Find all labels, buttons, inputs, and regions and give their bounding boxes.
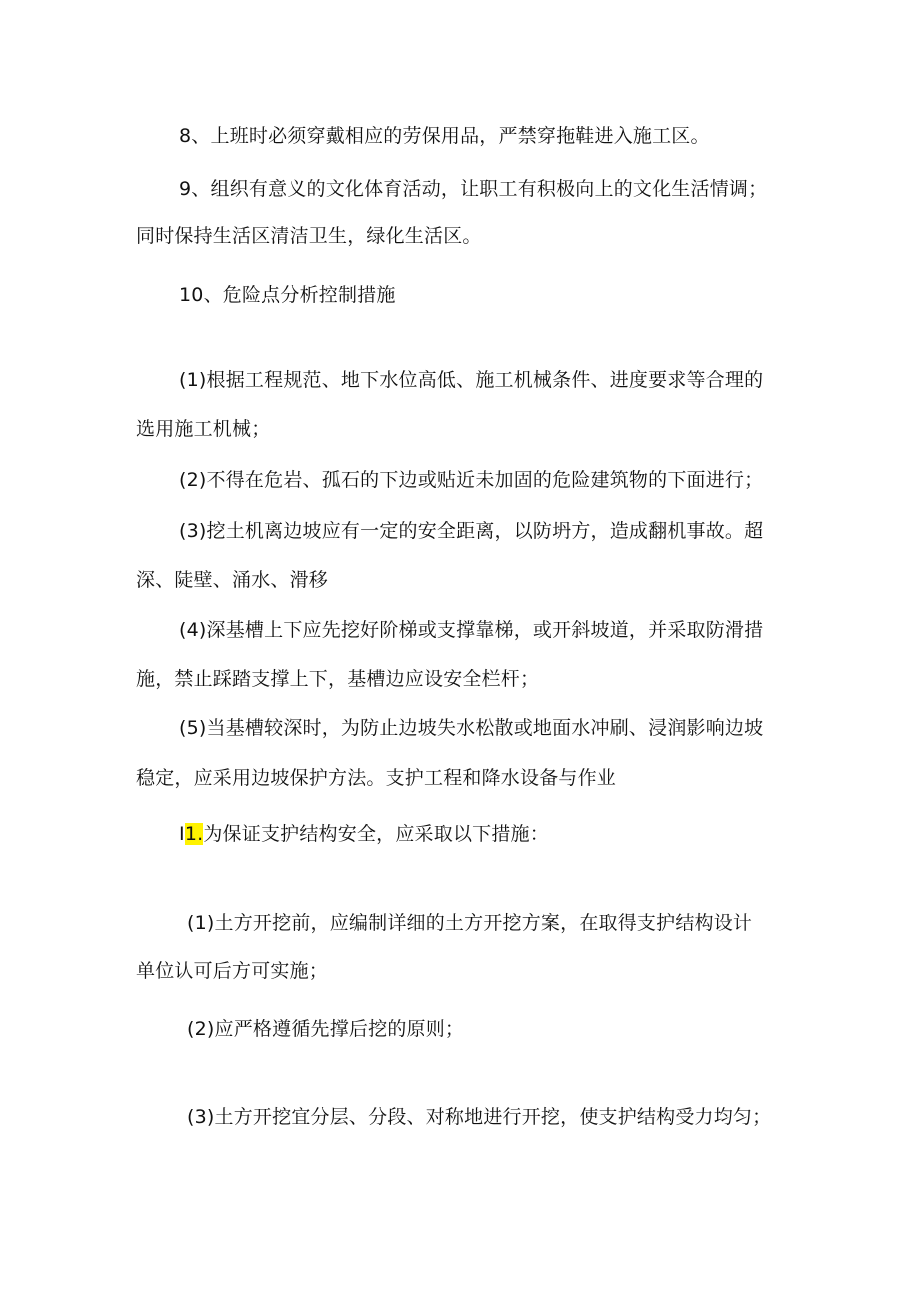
paragraph-line: (2)不得在危岩、孤石的下边或贴近未加固的危险建筑物的下面进行； [179,469,764,491]
paragraph-line: 8、上班时必须穿戴相应的劳保用品，严禁穿拖鞋进入施工区。 [179,125,710,147]
paragraph-line: 同时保持生活区清洁卫生，绿化生活区。 [136,225,482,247]
paragraph-line: (3)土方开挖宜分层、分段、对称地进行开挖，使支护结构受力均匀； [187,1106,772,1128]
item-prefix: I [179,823,185,845]
paragraph-line: (3)挖土机离边坡应有一定的安全距离，以防坍方，造成翻机事故。超 [179,520,764,542]
paragraph-line: 9、组织有意义的文化体育活动，让职工有积极向上的文化生活情调； [179,178,768,200]
paragraph-line: (2)应严格遵循先撑后挖的原则； [187,1018,465,1040]
paragraph-line: 单位认可后方可实施； [136,960,329,982]
item-text: 为保证支护结构安全，应采取以下措施： [203,823,549,845]
paragraph-line: (1)土方开挖前，应编制详细的土方开挖方案，在取得支护结构设计 [187,912,753,934]
section-heading-11 [179,821,549,847]
paragraph-line: (5)当基槽较深时，为防止边坡失水松散或地面水冲刷、浸润影响边坡 [179,717,764,739]
paragraph-line: (4)深基槽上下应先挖好阶梯或支撑靠梯，或开斜坡道，并采取防滑措 [179,619,764,641]
paragraph-line: 稳定，应采用边坡保护方法。支护工程和降水设备与作业 [136,767,617,789]
paragraph-line: (1)根据工程规范、地下水位高低、施工机械条件、进度要求等合理的 [179,369,764,391]
paragraph-line: 深、陡壁、涌水、滑移 [136,569,329,591]
paragraph-line: 施，禁止踩踏支撑上下，基槽边应设安全栏杆； [136,668,540,690]
section-heading: 10、危险点分析控制措施 [179,284,396,306]
paragraph-line: 选用施工机械； [136,418,271,440]
highlighted-number: 1. [184,823,204,845]
